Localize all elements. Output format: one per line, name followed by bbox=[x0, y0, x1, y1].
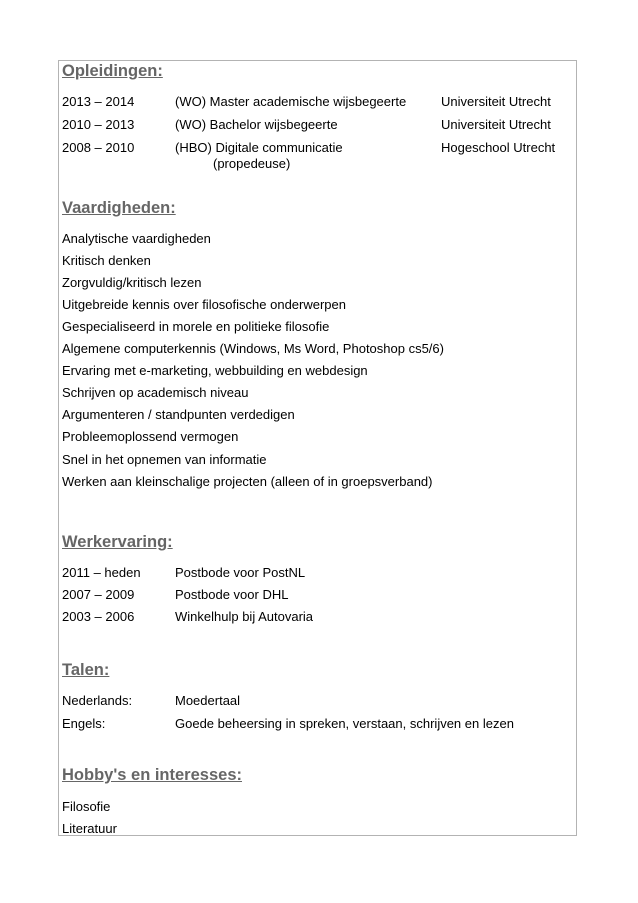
education-period: 2013 – 2014 bbox=[62, 94, 135, 109]
language-level: Moedertaal bbox=[175, 693, 241, 708]
skill-item: Uitgebreide kennis over filosofische onderwerpen bbox=[62, 297, 346, 312]
education-degree-note: (propedeuse) bbox=[213, 156, 291, 171]
skill-item: Argumenteren / standpunten verdedigen bbox=[62, 407, 295, 422]
hobby-item: Literatuur bbox=[62, 821, 117, 836]
skill-item: Kritisch denken bbox=[62, 253, 151, 268]
education-institution: Universiteit Utrecht bbox=[441, 117, 551, 132]
experience-period: 2003 – 2006 bbox=[62, 609, 135, 624]
skill-item: Schrijven op academisch niveau bbox=[62, 385, 249, 400]
skills-heading: Vaardigheden: bbox=[62, 199, 176, 217]
education-institution: Hogeschool Utrecht bbox=[441, 140, 556, 155]
hobby-item: Filosofie bbox=[62, 799, 111, 814]
experience-role: Winkelhulp bij Autovaria bbox=[175, 609, 314, 624]
education-degree: (HBO) Digitale communicatie bbox=[175, 140, 343, 155]
experience-period: 2011 – heden bbox=[62, 565, 141, 580]
skill-item: Analytische vaardigheden bbox=[62, 231, 211, 246]
language-name: Engels: bbox=[62, 716, 106, 731]
languages-heading: Talen: bbox=[62, 661, 110, 679]
education-degree: (WO) Bachelor wijsbegeerte bbox=[175, 117, 338, 132]
skill-item: Probleemoplossend vermogen bbox=[62, 429, 239, 444]
experience-period: 2007 – 2009 bbox=[62, 587, 135, 602]
education-degree: (WO) Master academische wijsbegeerte bbox=[175, 94, 407, 109]
skill-item: Zorgvuldig/kritisch lezen bbox=[62, 275, 202, 290]
skill-item: Ervaring met e-marketing, webbuilding en webdesign bbox=[62, 363, 368, 378]
education-heading: Opleidingen: bbox=[62, 62, 163, 80]
education-period: 2010 – 2013 bbox=[62, 117, 135, 132]
experience-role: Postbode voor DHL bbox=[175, 587, 289, 602]
skill-item: Algemene computerkennis (Windows, Ms Word, Photoshop cs5/6) bbox=[62, 341, 444, 356]
skill-item: Gespecialiseerd in morele en politieke filosofie bbox=[62, 319, 330, 334]
skill-item: Snel in het opnemen van informatie bbox=[62, 452, 267, 467]
education-institution: Universiteit Utrecht bbox=[441, 94, 551, 109]
hobbies-heading: Hobby's en interesses: bbox=[62, 766, 242, 784]
language-level: Goede beheersing in spreken, verstaan, schrijven en lezen bbox=[175, 716, 514, 731]
education-period: 2008 – 2010 bbox=[62, 140, 135, 155]
language-name: Nederlands: bbox=[62, 693, 133, 708]
experience-heading: Werkervaring: bbox=[62, 533, 173, 551]
experience-role: Postbode voor PostNL bbox=[175, 565, 306, 580]
skill-item: Werken aan kleinschalige projecten (alleen of in groepsverband) bbox=[62, 474, 433, 489]
